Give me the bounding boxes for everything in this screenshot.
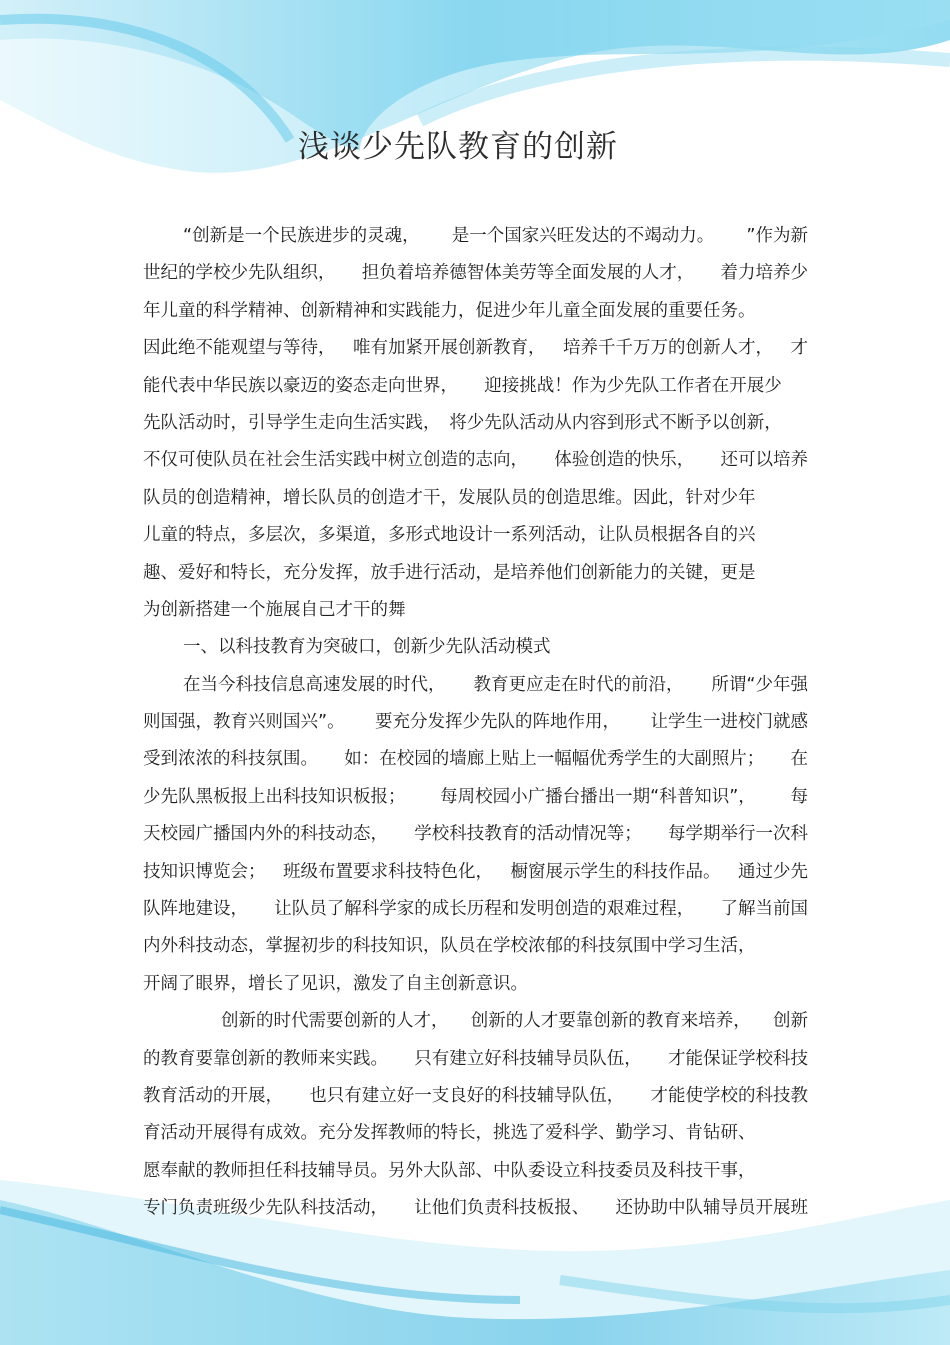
text-line <box>143 592 808 629</box>
text-line <box>143 442 808 479</box>
document-body <box>143 218 808 1228</box>
text-segment: 才能使学校的科技教 <box>650 1085 808 1106</box>
text-segment: 不仅可使队员在社会生活实践中树立创造的志向， <box>143 450 528 471</box>
text-segment: 只有建立好科技辅导员队伍， <box>414 1048 642 1069</box>
text-segment: 教育活动的开展， <box>143 1085 283 1106</box>
text-segment: 为创新搭建一个施展自己才干的舞 <box>143 599 406 620</box>
text-segment: 队阵地建设， <box>143 899 248 920</box>
text-segment: 愿奉献的教师担任科技辅导员。另外大队部、中队委设立科技委员及科技干事， <box>143 1160 756 1181</box>
text-segment: 唯有加紧开展创新教育， <box>353 338 546 359</box>
text-segment: ”作为新 <box>746 226 808 246</box>
text-line <box>143 255 808 292</box>
text-segment: 开阔了眼界，增长了见识，激发了自主创新意识。 <box>143 973 528 994</box>
text-segment: 班级布置要求科技特色化， <box>283 861 493 882</box>
text-segment: 天校园广播国内外的科技动态， <box>143 824 388 845</box>
text-segment: 队员的创造精神，增长队员的创造才干，发展队员的创造思维。因此，针对少年 <box>143 487 756 508</box>
text-segment: 培养千千万万的创新人才， <box>563 338 773 359</box>
text-line <box>143 854 808 891</box>
text-segment: 趣、爱好和特长，充分发挥，放手进行活动，是培养他们创新能力的关键，更是 <box>143 562 756 583</box>
text-segment: 在当今科技信息高速发展的时代， <box>183 674 446 695</box>
text-line <box>143 891 808 928</box>
text-segment: 教育更应走在时代的前沿， <box>473 674 684 695</box>
text-segment: 世纪的学校少先队组织， <box>143 263 336 284</box>
text-segment: 让队员了解科学家的成长历程和发明创造的艰难过程， <box>274 899 695 920</box>
text-segment: 创新的人才要靠创新的教育来培养， <box>470 1011 751 1032</box>
text-line <box>143 1003 808 1040</box>
text-segment: 担负着培养德智体美劳等全面发展的人才， <box>361 263 695 284</box>
text-segment: 育活动开展得有成效。充分发挥教师的特长，挑选了爱科学、勤学习、肯钻研、 <box>143 1123 756 1144</box>
text-segment: 每学期举行一次科 <box>668 824 808 845</box>
text-segment: 一、以科技教育为突破口，创新少先队活动模式 <box>183 637 551 658</box>
text-line <box>143 928 808 965</box>
text-segment: 着力培养少 <box>720 263 808 284</box>
text-line <box>143 779 808 816</box>
text-line <box>143 517 808 554</box>
document-title: 浅谈少先队教育的创新 <box>298 129 618 165</box>
text-segment: 创新 <box>773 1011 808 1032</box>
text-segment: 每 <box>790 786 808 807</box>
text-line <box>143 704 808 741</box>
text-segment: 年儿童的科学精神、创新精神和实践能力，促进少年儿童全面发展的重要任务。 <box>143 300 756 321</box>
text-segment: 则国强，教育兴则国兴”。 <box>143 712 345 733</box>
text-segment: 学校科技教育的活动情况等； <box>414 824 642 845</box>
text-segment: 是一个国家兴旺发达的不竭动力。 <box>451 226 715 246</box>
text-segment: 如：在校园的墙廊上贴上一幅幅优秀学生的大副照片； <box>344 749 765 770</box>
text-line <box>143 1153 808 1190</box>
text-segment: 内外科技动态，掌握初步的科技知识，队员在学校浓郁的科技氛围中学习生活， <box>143 936 756 957</box>
text-line <box>143 480 808 517</box>
text-line <box>143 1078 808 1115</box>
text-line <box>143 816 808 853</box>
text-line <box>143 555 808 592</box>
text-segment: 要充分发挥少先队的阵地作用， <box>375 712 621 733</box>
text-line <box>143 629 808 666</box>
text-segment: 儿童的特点，多层次，多渠道，多形式地设计一系列活动，让队员根据各自的兴 <box>143 525 756 546</box>
text-segment: 在 <box>790 749 808 770</box>
text-line <box>143 330 808 367</box>
text-segment: 每周校园小广播台播出一期“科普知识”， <box>440 786 756 807</box>
text-segment: 才 <box>790 338 808 359</box>
text-segment: 能代表中华民族以豪迈的姿态走向世界， 迎接挑战！作为少先队工作者在开展少 <box>143 375 782 396</box>
text-line <box>143 1115 808 1152</box>
text-line <box>143 293 808 330</box>
text-line <box>143 741 808 778</box>
text-segment: 体验创造的快乐， <box>554 450 695 471</box>
text-segment: 创新的时代需要创新的人才， <box>221 1011 449 1032</box>
text-segment: 技知识博览会； <box>143 861 266 882</box>
text-segment: 才能保证学校科技 <box>668 1048 808 1069</box>
text-line <box>143 405 808 442</box>
text-segment: 让学生一进校门就感 <box>650 712 808 733</box>
text-segment: 还可以培养 <box>720 450 808 471</box>
text-segment: 让他们负责科技板报、 <box>414 1198 590 1219</box>
text-line <box>143 1041 808 1078</box>
text-segment: 因此绝不能观望与等待， <box>143 338 336 359</box>
text-segment: 通过少先 <box>738 861 808 882</box>
text-segment: 橱窗展示学生的科技作品。 <box>510 861 721 882</box>
text-segment: 的教育要靠创新的教师来实践。 <box>143 1048 388 1069</box>
text-segment: 先队活动时，引导学生走向生活实践， 将少先队活动从内容到形式不断予以创新， <box>143 412 782 433</box>
text-line <box>143 218 808 255</box>
text-segment: 也只有建立好一支良好的科技辅导队伍， <box>309 1085 625 1106</box>
text-segment: 少先队黑板报上出科技知识板报； <box>143 786 406 807</box>
text-segment: 专门负责班级少先队科技活动， <box>143 1198 388 1219</box>
text-segment: “创新是一个民族进步的灵魂， <box>183 226 420 246</box>
text-line <box>143 966 808 1003</box>
text-line <box>143 368 808 405</box>
text-segment: 了解当前国 <box>720 899 808 920</box>
text-segment: 所谓“少年强 <box>711 674 808 695</box>
text-segment: 还协助中队辅导员开展班 <box>615 1198 808 1219</box>
text-line <box>143 1190 808 1227</box>
text-segment: 受到浓浓的科技氛围。 <box>143 749 318 770</box>
text-line <box>143 667 808 704</box>
